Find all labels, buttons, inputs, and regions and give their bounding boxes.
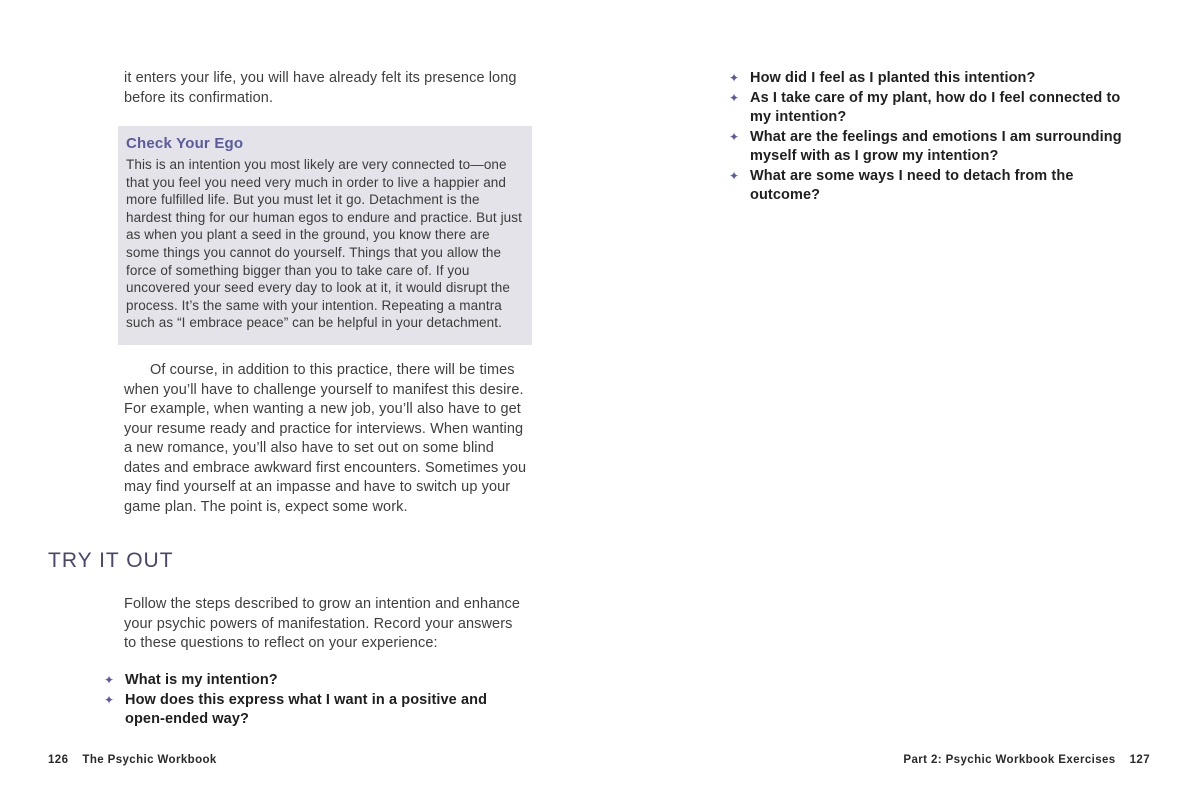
callout-title: Check Your Ego xyxy=(126,135,244,152)
sparkle-bullet-icon: ✦ xyxy=(104,673,115,687)
question-text: How did I feel as I planted this intention? xyxy=(750,70,1036,86)
callout-box xyxy=(118,126,532,345)
list-item xyxy=(729,167,1141,206)
sparkle-bullet-icon: ✦ xyxy=(729,71,740,85)
list-item xyxy=(104,691,512,730)
question-text: What is my intention? xyxy=(125,672,278,688)
question-text: As I take care of my plant, how do I feel connected to my intention? xyxy=(750,89,1121,125)
intro-paragraph: it enters your life, you will have already felt its presence long before its confirmation. xyxy=(124,70,517,106)
try-it-out-intro-paragraph: Follow the steps described to grow an intention and enhance your psychic powers of manifestation. Record your answers to these questions to reflect on your experience: xyxy=(124,596,521,651)
page-number-left: 126 xyxy=(48,754,69,766)
question-list-right xyxy=(729,69,1141,206)
list-item xyxy=(729,89,1141,128)
list-item xyxy=(729,69,1141,89)
question-text: What are the feelings and emotions I am surrounding myself with as I grow my intention? xyxy=(750,128,1122,164)
of-course-paragraph: Of course, in addition to this practice, there will be times when you’ll have to challenge yourself to manifest this desire. For example, when wanting a new job, you’ll also have to get your resume ready and practice for interviews. When wanting a new romance, you’ll also have to set out on some blind dates and embrace awkward first encounters. Sometimes you may find yourself at an impasse and have to switch up your game plan. The point is, expect some work. xyxy=(124,362,527,515)
page-number-right: 127 xyxy=(1129,754,1150,766)
sparkle-bullet-icon: ✦ xyxy=(729,129,740,144)
section-heading-try-it-out: TRY IT OUT xyxy=(48,549,174,572)
sparkle-bullet-icon: ✦ xyxy=(729,168,740,183)
callout-body: This is an intention you most likely are very connected to—one that you feel you need very much in order to live a happier and more fulfilled life. But you must let it go. Detachment is the hardest thing for our human egos to endure and practice. But just as when you plant a seed in the ground, you know there are some things you cannot do yourself. Things that you allow the force of something bigger than you to take care of. If you uncovered your seed every day to look at it, it would disrupt the process. It’s the same with your intention. Repeating a mantra such as “I embrace peace” can be helpful in your detachment. xyxy=(126,157,522,331)
sparkle-bullet-icon: ✦ xyxy=(104,692,115,707)
page-footer-left xyxy=(48,753,217,767)
section-title: Part 2: Psychic Workbook Exercises xyxy=(903,754,1116,766)
list-item xyxy=(104,671,512,691)
page-footer-right xyxy=(903,753,1150,767)
book-title: The Psychic Workbook xyxy=(82,754,217,766)
sparkle-bullet-icon: ✦ xyxy=(729,90,740,105)
question-text: How does this express what I want in a positive and open-ended way? xyxy=(125,691,488,727)
question-text: What are some ways I need to detach from the outcome? xyxy=(750,167,1074,203)
question-list-left xyxy=(104,671,512,730)
list-item xyxy=(729,128,1141,167)
